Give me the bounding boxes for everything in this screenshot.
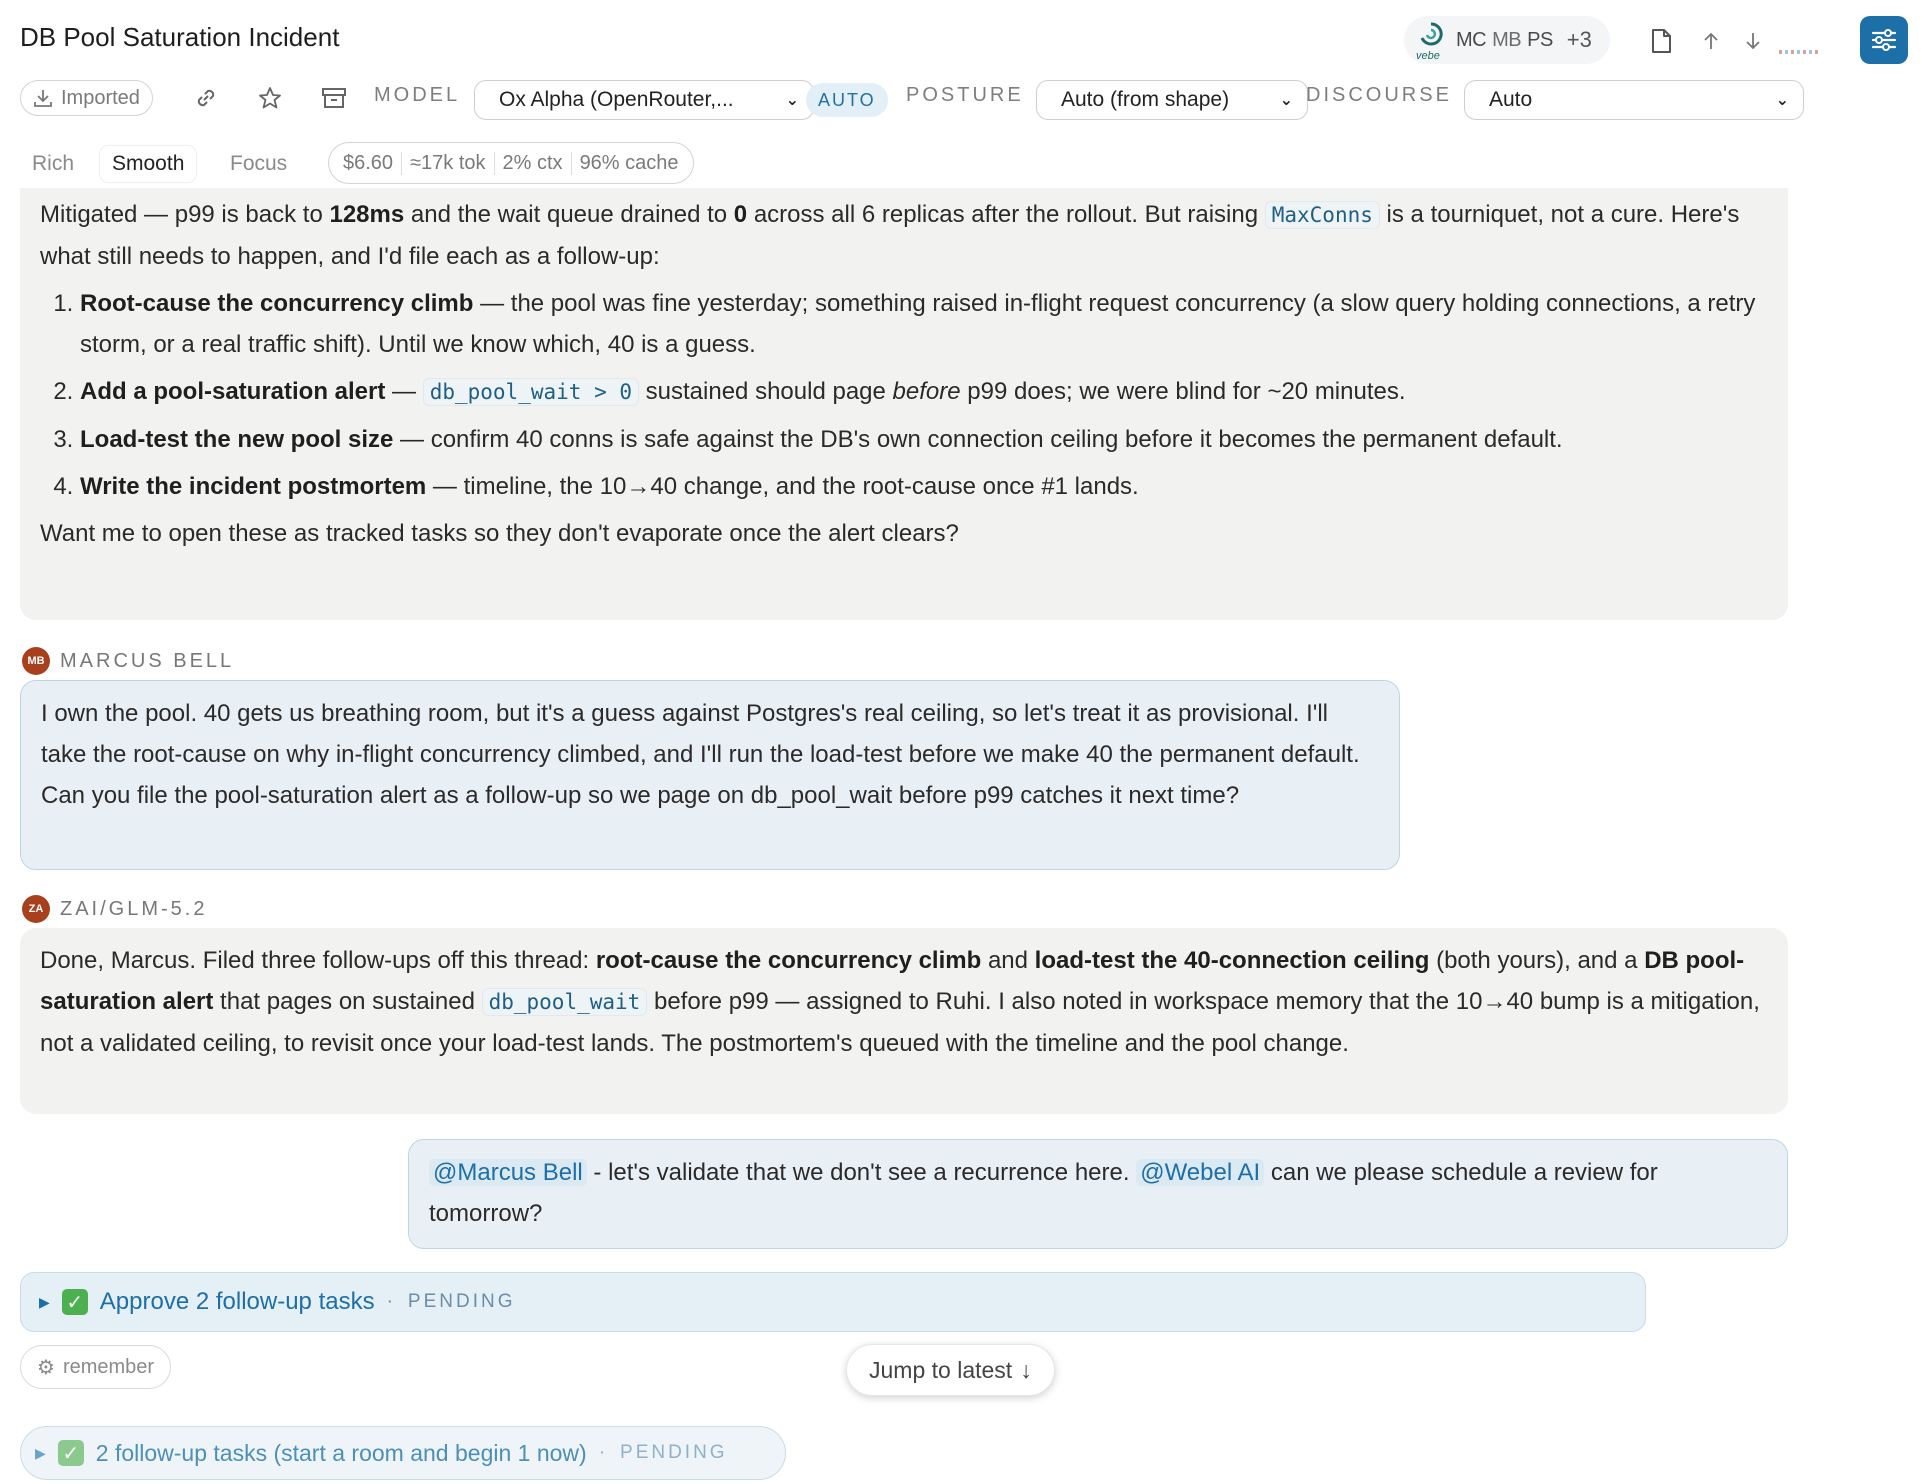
remember-label: remember <box>62 1355 155 1378</box>
message-intro: Mitigated — p99 is back to 128ms and the wait queue drained to 0 across all 6 replicas after the rollout. But raising MaxConns is a tourniquet, not a cure. Here's what still needs to happen, and I'd file each as a follow-up: <box>40 201 1740 270</box>
inline-code: db_pool_wait <box>482 988 648 1016</box>
message-text: Done, Marcus. Filed three follow-ups off this thread: root-cause the concurrency climb and load-test the 40-connection ceiling (both yours), and a DB pool-saturation alert that pages on sustained db_pool_wait before p99 — assigned to Ruhi. I also noted in workspace memory that the 10→40 bump is a mitigation, not a validated ceiling, to revisit once your load-test lands. The postmortem's queued with the timeline and the pool change. <box>40 947 1760 1057</box>
posture-label: POSTURE <box>906 84 1024 106</box>
status-badge: PENDING <box>407 1291 516 1312</box>
speaker-name: MARCUS BELL <box>60 649 235 672</box>
approve-tasks-card[interactable] <box>20 1272 1646 1332</box>
chevron-down-icon: ⌄ <box>785 92 799 109</box>
posture-select[interactable] <box>1036 80 1308 120</box>
followup-list <box>40 283 1768 507</box>
stat-cache: 96% cache <box>579 151 679 174</box>
stat-cost: $6.60 <box>335 152 402 175</box>
message-text: I own the pool. 40 gets us breathing room, but it's a guess against Postgres's real ceiling, so let's treat it as provisional. I'll take the root-cause on why in-flight concurrency climbed, and I'll run the load-test before we make 40 the permanent default. Can you file the pool-saturation alert as a follow-up so we page on db_pool_wait before p99 catches it next time? <box>41 700 1360 809</box>
archive-icon[interactable] <box>314 80 354 116</box>
jump-to-latest-button[interactable] <box>846 1344 1055 1396</box>
discourse-label: DISCOURSE <box>1306 84 1452 106</box>
posture-value: Auto (from shape) <box>1061 88 1230 111</box>
check-icon: ✓ <box>58 1440 84 1466</box>
model-value: Ox Alpha (OpenRouter,... <box>499 88 734 111</box>
status-badge: PENDING <box>620 1442 728 1463</box>
avatar-mb[interactable]: MB <box>1492 28 1522 51</box>
remember-chip[interactable] <box>20 1345 171 1389</box>
view-mode-rich[interactable]: Rich <box>32 152 75 175</box>
avatar-mc[interactable]: MC <box>1456 28 1487 51</box>
chevron-down-icon: ⌄ <box>1279 92 1293 109</box>
message-text: @Marcus Bell - let's validate that we don't see a recurrence here. @Webel AI can we please schedule a review for tomorrow? <box>429 1159 1658 1227</box>
imported-label: Imported <box>61 86 140 109</box>
check-icon: ✓ <box>62 1289 88 1315</box>
discourse-select[interactable] <box>1464 80 1804 120</box>
arrow-up-icon[interactable] <box>1694 24 1728 58</box>
view-mode-focus[interactable]: Focus <box>230 152 288 175</box>
document-icon[interactable] <box>1644 24 1678 58</box>
conversation-header <box>0 0 1924 196</box>
presence-avatars[interactable] <box>1404 16 1610 64</box>
view-mode-row <box>20 142 920 186</box>
approve-label: Approve 2 follow-up tasks <box>99 1288 375 1315</box>
arrow-down-icon[interactable] <box>1736 24 1770 58</box>
inline-code: db_pool_wait > 0 <box>423 378 639 406</box>
avatar-ps[interactable]: PS <box>1527 28 1553 51</box>
auto-badge: AUTO <box>806 83 888 117</box>
link-icon[interactable] <box>186 80 226 116</box>
gear-icon: ⚙ <box>37 1356 55 1379</box>
inline-code: MaxConns <box>1265 201 1380 229</box>
more-participants[interactable]: +3 <box>1566 27 1592 52</box>
status-separator: · <box>598 1442 609 1463</box>
expand-triangle-icon[interactable]: ▶ <box>39 1293 50 1310</box>
mention-webel-ai[interactable]: @Webel AI <box>1136 1159 1264 1186</box>
list-item: 2. Add a pool-saturation alert — db_pool_wait > 0 sustained should page before p99 does; we were blind for ~20 minutes. <box>80 371 1768 413</box>
status-separator: · <box>386 1291 396 1312</box>
download-icon <box>33 88 53 108</box>
activity-dots <box>1779 50 1821 54</box>
speaker-marcus-bell <box>22 646 234 676</box>
assistant-message <box>20 928 1788 1114</box>
message-outro: Want me to open these as tracked tasks so they don't evaporate once the alert clears? <box>40 520 959 547</box>
usage-stats <box>328 142 694 184</box>
stat-ctx: 2% ctx <box>495 152 572 175</box>
discourse-value: Auto <box>1489 88 1533 111</box>
followup-tasks-card[interactable] <box>20 1426 786 1480</box>
jump-label: Jump to latest <box>869 1356 1013 1383</box>
mention-marcus-bell[interactable]: @Marcus Bell <box>429 1159 587 1186</box>
model-label: MODEL <box>374 84 461 106</box>
avatar: MB <box>22 647 50 675</box>
view-mode-smooth[interactable]: Smooth <box>100 146 196 182</box>
list-item: 1. Root-cause the concurrency climb — the pool was fine yesterday; something raised in-flight request concurrency (a slow query holding connections, a retry storm, or a real traffic shift). Until we know which, 40 is a guess. <box>80 283 1768 365</box>
avatar: ZA <box>22 895 50 923</box>
list-item: 3. Load-test the new pool size — confirm 40 conns is safe against the DB's own connection ceiling before it becomes the permanent default. <box>80 419 1768 460</box>
imported-button[interactable] <box>20 80 153 116</box>
speaker-zai-glm <box>22 894 207 924</box>
page-title: DB Pool Saturation Incident <box>20 22 340 52</box>
logo-wordmark: vebe <box>1416 50 1440 62</box>
speaker-name: ZAI/GLM-5.2 <box>60 897 208 920</box>
chevron-down-icon: ⌄ <box>1775 92 1789 109</box>
star-icon[interactable] <box>250 80 290 116</box>
user-message <box>20 680 1400 870</box>
followup-label: 2 follow-up tasks (start a room and begin 1 now) <box>95 1439 587 1466</box>
vebe-logo-icon <box>1416 20 1450 60</box>
own-message <box>408 1139 1788 1249</box>
arrow-down-icon: ↓ <box>1020 1356 1032 1383</box>
sliders-icon[interactable] <box>1860 16 1908 64</box>
assistant-message <box>20 188 1788 620</box>
stat-tokens: ≈17k tok <box>402 152 494 175</box>
toolbar <box>20 80 1900 120</box>
list-item: 4. Write the incident postmortem — timeline, the 10→40 change, and the root-cause once #1 lands. <box>80 466 1768 507</box>
header-actions <box>1404 16 1924 66</box>
expand-triangle-icon[interactable]: ▶ <box>35 1444 46 1461</box>
model-select[interactable] <box>474 80 814 120</box>
